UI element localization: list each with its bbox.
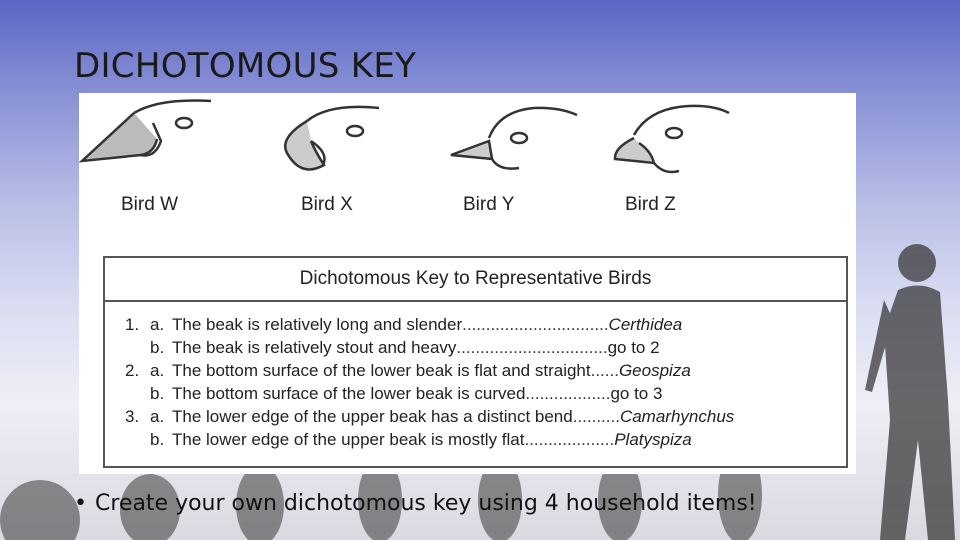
key-row-number: 3.	[125, 407, 140, 426]
key-row-letter: a.	[150, 315, 165, 334]
key-row	[125, 336, 846, 359]
bird-w-head-icon	[82, 101, 211, 162]
key-row-dots: ...................	[524, 430, 615, 449]
key-row-letter: a.	[150, 407, 165, 426]
key-row-dots: ..........	[572, 407, 620, 426]
key-row-result: Platyspiza	[614, 430, 692, 449]
key-row-result: Geospiza	[618, 361, 691, 380]
key-row-dots: ................................	[456, 338, 608, 357]
bird-heads-illustration	[79, 93, 856, 193]
bird-y-head-icon	[451, 108, 577, 169]
bird-key-figure	[79, 93, 856, 474]
key-row-number	[125, 336, 150, 359]
bird-y-label: Bird Y	[463, 194, 515, 215]
key-row-dots: ..................	[525, 384, 611, 403]
slide-title: DICHOTOMOUS KEY	[74, 46, 417, 86]
key-row-result: Certhidea	[608, 315, 683, 334]
key-row-description: The bottom surface of the lower beak is curved	[172, 384, 526, 403]
bird-z-head-icon	[615, 106, 729, 172]
key-row-letter: b.	[150, 338, 165, 357]
dichotomous-key-table	[103, 256, 848, 468]
key-row	[125, 382, 846, 405]
key-rows	[105, 302, 846, 451]
key-row-dots: ...............................	[462, 315, 609, 334]
key-row-number	[125, 382, 150, 405]
key-row-result: go to 3	[610, 384, 663, 403]
key-row-result: go to 2	[607, 338, 660, 357]
key-row-description: The lower edge of the upper beak has a distinct bend	[172, 407, 573, 426]
bird-x-label: Bird X	[301, 194, 353, 215]
key-row-description: The lower edge of the upper beak is mostly flat	[172, 430, 525, 449]
key-row-result: Camarhynchus	[619, 407, 735, 426]
key-row	[125, 428, 846, 451]
key-row-description: The beak is relatively stout and heavy	[172, 338, 457, 357]
bird-x-head-icon	[285, 107, 379, 170]
key-row	[125, 359, 846, 382]
bird-w-label: Bird W	[121, 194, 178, 215]
instruction-text: Create your own dichotomous key using 4 household items!	[94, 491, 757, 516]
key-row	[125, 405, 846, 428]
key-row-number	[125, 428, 150, 451]
key-row-number: 1.	[125, 315, 140, 334]
key-heading: Dichotomous Key to Representative Birds	[105, 258, 846, 302]
instruction-bullet	[74, 491, 757, 516]
key-row-letter: b.	[150, 430, 165, 449]
key-row-description: The bottom surface of the lower beak is flat and straight	[172, 361, 591, 380]
bird-z-label: Bird Z	[625, 194, 676, 215]
key-row-number: 2.	[125, 361, 140, 380]
key-row-letter: a.	[150, 361, 165, 380]
key-row-dots: ......	[590, 361, 619, 380]
bullet-dot-icon: •	[74, 491, 87, 516]
key-row-letter: b.	[150, 384, 165, 403]
key-row	[125, 313, 846, 336]
key-row-description: The beak is relatively long and slender	[172, 315, 463, 334]
